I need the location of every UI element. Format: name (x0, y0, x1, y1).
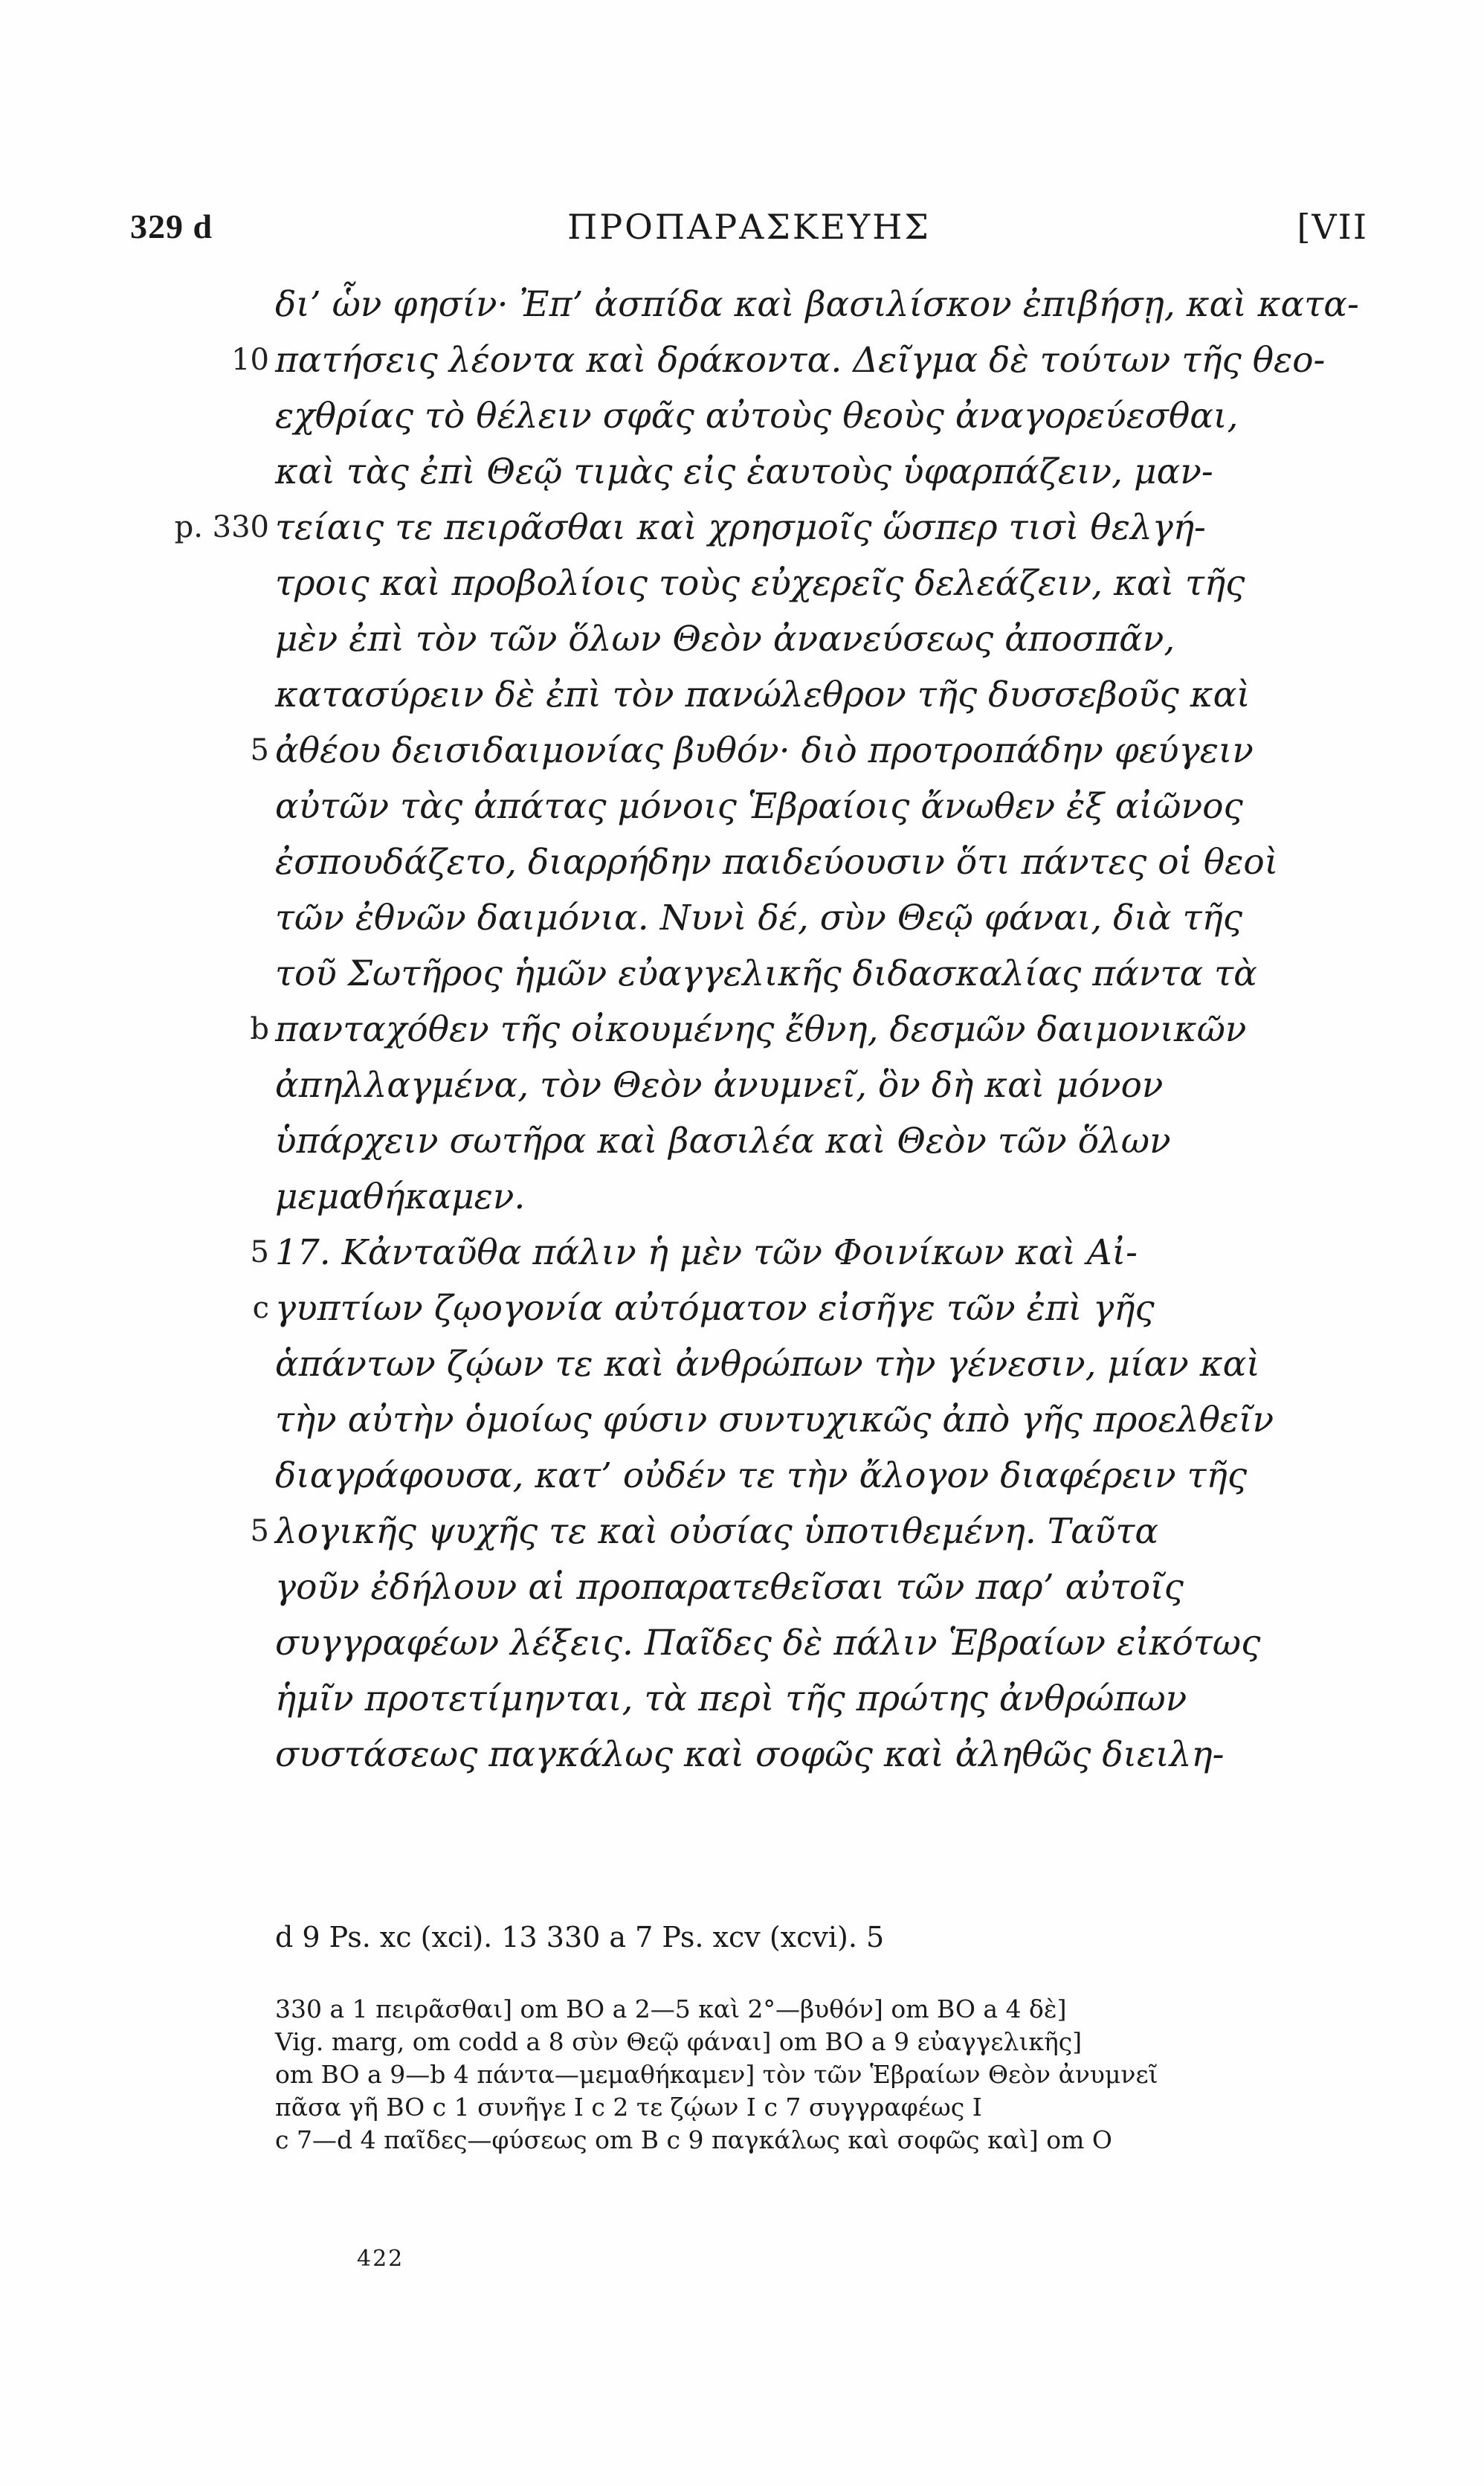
text-line (275, 946, 1368, 1002)
line-text: μεμαθήκαμεν. (275, 1176, 526, 1217)
line-text: τὴν αὐτὴν ὁμοίως φύσιν συντυχικῶς ἀπὸ γῆς προελθεῖν (275, 1400, 1274, 1440)
margin-marker: b (250, 1012, 269, 1046)
text-line (250, 1225, 1368, 1281)
text-line (275, 1615, 1368, 1671)
page-title: ΠΡΟΠΑΡΑΣΚΕΥΗΣ (567, 207, 931, 247)
line-text: πατήσεις λέοντα καὶ δράκοντα. Δεῖγμα δὲ τούτων τῆς θεο- (275, 340, 1326, 381)
footnote-references: d 9 Ps. xc (xci). 13 330 a 7 Ps. xcv (xcvi). 5 (275, 1921, 885, 1954)
line-text: συστάσεως παγκάλως καὶ σοφῶς καὶ ἀληθῶς διειλη- (275, 1734, 1225, 1775)
margin-marker: 5 (250, 1235, 269, 1269)
line-text: τείαις τε πειρᾶσθαι καὶ χρησμοῖς ὥσπερ τισὶ θελγή- (275, 507, 1206, 548)
line-text: τροις καὶ προβολίοις τοὺς εὐχερεῖς δελεάζειν, καὶ τῆς (275, 563, 1245, 604)
line-text: ἡμῖν προτετίμηνται, τὰ περὶ τῆς πρώτης ἀνθρώπων (275, 1678, 1187, 1719)
text-line (275, 1671, 1368, 1727)
line-text: καὶ τὰς ἐπὶ Θεῷ τιμὰς εἰς ἑαυτοὺς ὑφαρπάζειν, μαν- (275, 451, 1213, 492)
book-number: [VII (1297, 207, 1368, 247)
margin-marker: c (252, 1291, 269, 1325)
apparatus-line: πᾶσα γῆ BO c 1 συνῆγε I c 2 τε ζῴων I c 7 συγγραφέως I (275, 2093, 982, 2122)
text-line (174, 500, 1368, 556)
line-text: τῶν ἐθνῶν δαιμόνια. Νυνὶ δέ, σὺν Θεῷ φάναι, διὰ τῆς (275, 898, 1243, 938)
apparatus-line: Vig. marg, om codd a 8 σὺν Θεῷ φάναι] om BO a 9 εὐαγγελικῆς] (275, 2027, 1083, 2056)
text-line (275, 890, 1368, 946)
margin-marker: p. 330 (174, 510, 269, 544)
apparatus-line: 330 a 1 πειρᾶσθαι] om BO a 2—5 καὶ 2°—βυθόν] om BO a 4 δὲ] (275, 1994, 1067, 2023)
critical-apparatus (275, 1993, 1368, 2157)
text-line (252, 1281, 1368, 1336)
text-line (275, 1113, 1368, 1169)
line-text: εχθρίας τὸ θέλειν σφᾶς αὐτοὺς θεοὺς ἀναγορεύεσθαι, (275, 396, 1239, 437)
text-line (275, 1336, 1368, 1392)
line-text: λογικῆς ψυχῆς τε καὶ οὐσίας ὑποτιθεμένη. Ταῦτα (275, 1511, 1159, 1552)
text-line (275, 556, 1368, 611)
line-text: ἀπηλλαγμένα, τὸν Θεὸν ἀνυμνεῖ, ὃν δὴ καὶ μόνον (275, 1065, 1164, 1106)
text-line (275, 1448, 1368, 1504)
line-text: ἁπάντων ζῴων τε καὶ ἀνθρώπων τὴν γένεσιν, μίαν καὶ (275, 1344, 1260, 1385)
text-line (275, 388, 1368, 444)
running-head (130, 201, 1368, 253)
line-text: ὑπάρχειν σωτῆρα καὶ βασιλέα καὶ Θεὸν τῶν ὅλων (275, 1121, 1171, 1162)
line-text: αὐτῶν τὰς ἀπάτας μόνοις Ἑβραίοις ἄνωθεν ἐξ αἰῶνος (275, 786, 1243, 827)
line-text: συγγραφέων λέξεις. Παῖδες δὲ πάλιν Ἑβραίων εἰκότως (275, 1623, 1261, 1664)
text-line (275, 667, 1368, 723)
text-line (275, 444, 1368, 500)
text-line (275, 779, 1368, 834)
line-text: μὲν ἐπὶ τὸν τῶν ὅλων Θεὸν ἀνανεύσεως ἀποσπᾶν, (275, 619, 1175, 660)
text-line (275, 1559, 1368, 1615)
text-line (250, 1504, 1368, 1559)
text-line (275, 1169, 1368, 1225)
main-text (174, 277, 1368, 1783)
margin-marker: 5 (250, 1514, 269, 1548)
apparatus-line: om BO a 9—b 4 πάντα—μεμαθήκαμεν] τὸν τῶν Ἑβραίων Θεὸν ἀνυμνεῖ (275, 2060, 1158, 2089)
line-text: γυπτίων ζῳογονία αὐτόματον εἰσῆγε τῶν ἐπὶ γῆς (275, 1288, 1155, 1329)
line-text: πανταχόθεν τῆς οἰκουμένης ἔθνη, δεσμῶν δαιμονικῶν (275, 1009, 1247, 1050)
text-line (275, 1392, 1368, 1448)
line-text: γοῦν ἐδήλουν αἱ προπαρατεθεῖσαι τῶν παρ’ αὐτοῖς (275, 1567, 1184, 1608)
page-reference: 329 d (130, 207, 213, 245)
folio-number: 422 (357, 2246, 404, 2272)
line-text: δι’ ὧν φησίν· Ἐπ’ ἀσπίδα καὶ βασιλίσκον ἐπιβήσῃ, καὶ κατα- (275, 284, 1359, 325)
margin-marker: 5 (250, 733, 269, 767)
line-text: ἀθέου δεισιδαιμονίας βυθόν· διὸ προτροπάδην φεύγειν (275, 730, 1254, 771)
apparatus-line: c 7—d 4 παῖδες—φύσεως om B c 9 παγκάλως καὶ σοφῶς καὶ] om O (275, 2125, 1112, 2154)
text-line (231, 332, 1368, 388)
text-line (275, 834, 1368, 890)
text-line (275, 1057, 1368, 1113)
line-text: κατασύρειν δὲ ἐπὶ τὸν πανώλεθρον τῆς δυσσεβοῦς καὶ (275, 674, 1251, 715)
text-line (250, 723, 1368, 779)
line-text: τοῦ Σωτῆρος ἡμῶν εὐαγγελικῆς διδασκαλίας πάντα τὰ (275, 953, 1257, 994)
text-line (275, 1727, 1368, 1783)
text-line (275, 611, 1368, 667)
line-text: 17. Κἀνταῦθα πάλιν ἡ μὲν τῶν Φοινίκων καὶ Αἰ- (275, 1232, 1138, 1273)
line-text: ἐσπουδάζετο, διαρρήδην παιδεύουσιν ὅτι πάντες οἱ θεοὶ (275, 842, 1279, 883)
line-text: διαγράφουσα, κατ’ οὐδέν τε τὴν ἄλογον διαφέρειν τῆς (275, 1455, 1248, 1496)
text-line (275, 277, 1368, 332)
margin-marker: 10 (231, 343, 269, 377)
text-line (250, 1002, 1368, 1057)
